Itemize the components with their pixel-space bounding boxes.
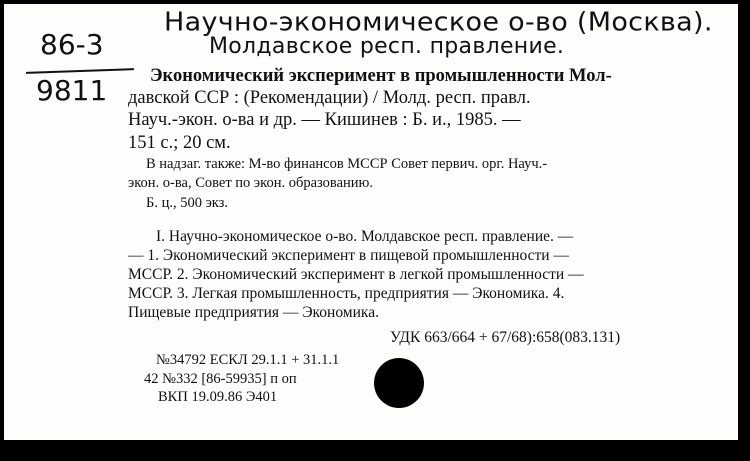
entry-title-line-1: Экономический эксперимент в промышленности Мол- — [150, 66, 612, 86]
footer-line-2: 42 №332 [86-59935] п оп — [144, 371, 297, 387]
call-number-bottom: 9811 — [36, 74, 108, 107]
call-number-top: 86-3 — [40, 28, 104, 61]
entry-collation-line: 151 с.; 20 см. — [128, 133, 231, 153]
note-price-line: Б. ц., 500 экз. — [146, 195, 229, 211]
handwritten-subheading: Молдавское респ. правление. — [209, 34, 565, 59]
card-punch-hole — [374, 358, 424, 408]
note-line-2: экон. о-ва, Совет по экон. образованию. — [128, 175, 373, 191]
tracing-line-1: I. Научно-экономическое о-во. Молдавское респ. правление. — — [156, 228, 574, 245]
catalog-card — [4, 4, 738, 440]
entry-imprint-line: Науч.-экон. о-ва и др. — Кишинев : Б. и., 1985. — — [128, 110, 521, 130]
tracing-line-4: МССР. 3. Легкая промышленность, предприятия — Экономика. 4. — [128, 285, 565, 302]
udk-classification: УДК 663/664 + 67/68):658(083.131) — [390, 329, 621, 346]
handwritten-heading: Научно-экономическое о-во (Москва). — [164, 7, 713, 38]
tracing-line-3: МССР. 2. Экономический эксперимент в легкой промышленности — — [128, 266, 584, 283]
entry-title-line-2: давской ССР : (Рекомендации) / Молд. респ. правл. — [128, 88, 531, 108]
tracing-line-5: Пищевые предприятия — Экономика. — [128, 304, 379, 321]
footer-line-1: №34792 ЕСКЛ 29.1.1 + 31.1.1 — [156, 352, 340, 368]
scan-border — [740, 0, 750, 461]
note-line-1: В надзаг. также: М-во финансов МССР Совет первич. орг. Науч.- — [146, 156, 548, 172]
tracing-line-2: — 1. Экономический эксперимент в пищевой промышленности — — [128, 247, 569, 264]
footer-line-3: ВКП 19.09.86 Э401 — [158, 389, 278, 405]
